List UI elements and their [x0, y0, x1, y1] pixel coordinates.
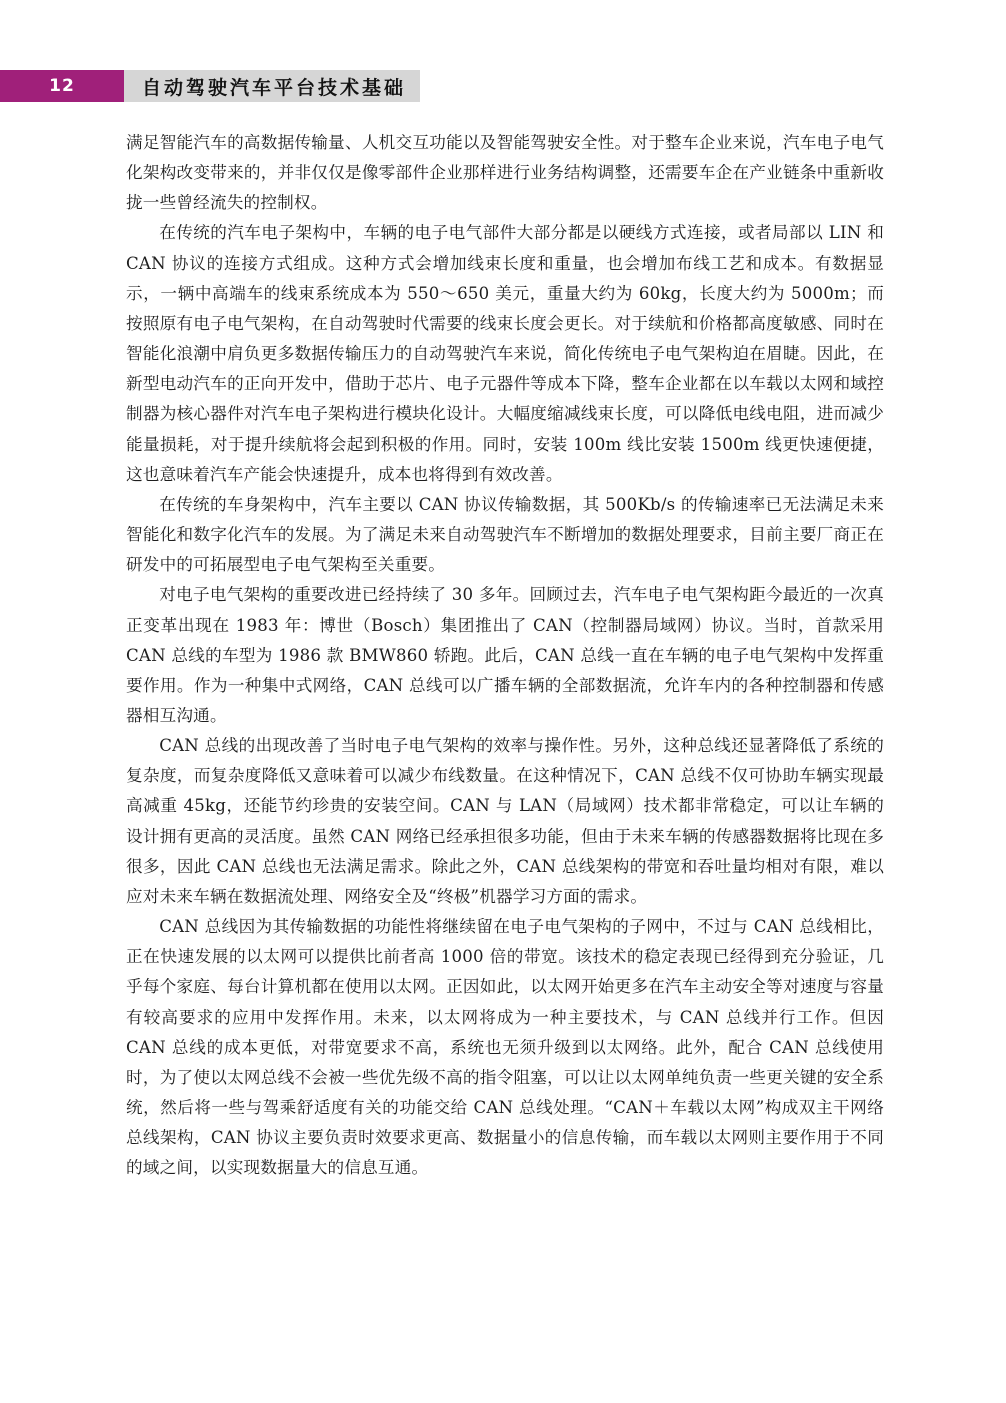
paragraph-5: CAN 总线的出现改善了当时电子电气架构的效率与操作性。另外，这种总线还显著降低了系统的复杂度，而复杂度降低又意味着可以减少布线数量。在这种情况下，CAN 总线不仅可协助车辆实现最高减重 45kg，还能节约珍贵的安装空间。CAN 与 LAN（局域网）技术都非常稳定，可以让车辆的设计拥有更高的灵活度。虽然 CAN 网络已经承担很多功能，但由于未来车辆的传感器数据将比现在多很多，因此 CAN 总线也无法满足需求。除此之外，CAN 总线架构的带宽和吞吐量均相对有限，难以应对未来车辆在数据流处理、网络安全及“终极”机器学习方面的需求。: [126, 736, 884, 906]
paragraph-2: 在传统的汽车电子架构中，车辆的电子电气部件大部分都是以硬线方式连接，或者局部以 LIN 和 CAN 协议的连接方式组成。这种方式会增加线束长度和重量，也会增加布线工艺和成本。有数据显示，一辆中高端车的线束系统成本为 550～650 美元，重量大约为 60kg，长度大约为 5000m；而按照原有电子电气架构，在自动驾驶时代需要的线束长度会更长。对于续航和价格都高度敏感、同时在智能化浪潮中肩负更多数据传输压力的自动驾驶汽车来说，简化传统电子电气架构迫在眉睫。因此，在新型电动汽车的正向开发中，借助于芯片、电子元器件等成本下降，整车企业都在以车载以太网和域控制器为核心器件对汽车电子架构进行模块化设计。大幅度缩减线束长度，可以降低电线电阻，进而减少能量损耗，对于提升续航将会起到积极的作用。同时，安装 100m 线比安装 1500m 线更快速便捷，这也意味着汽车产能会快速提升，成本也将得到有效改善。: [126, 223, 884, 484]
page-number-box: [0, 70, 124, 102]
page-header: [0, 70, 1006, 102]
paragraph-1: 满足智能汽车的高数据传输量、人机交互功能以及智能驾驶安全性。对于整车企业来说，汽车电子电气化架构改变带来的，并非仅仅是像零部件企业那样进行业务结构调整，还需要车企在产业链条中重新收拢一些曾经流失的控制权。: [126, 133, 884, 213]
paragraph-6: CAN 总线因为其传输数据的功能性将继续留在电子电气架构的子网中，不过与 CAN 总线相比，正在快速发展的以太网可以提供比前者高 1000 倍的带宽。该技术的稳定表现已经得到充分验证，几乎每个家庭、每台计算机都在使用以太网。正因如此，以太网开始更多在汽车主动安全等对速度与容量有较高要求的应用中发挥作用。未来，以太网将成为一种主要技术，与 CAN 总线并行工作。但因 CAN 总线的成本更低，对带宽要求不高，系统也无须升级到以太网络。此外，配合 CAN 总线使用时，为了使以太网总线不会被一些优先级不高的指令阻塞，可以让以太网单纯负责一些更关键的安全系统，然后将一些与驾乘舒适度有关的功能交给 CAN 总线处理。“CAN＋车载以太网”构成双主干网络总线架构，CAN 协议主要负责时效要求更高、数据量小的信息传输，而车载以太网则主要作用于不同的域之间，以实现数据量大的信息互通。: [126, 917, 884, 1178]
running-title-band: [124, 70, 420, 102]
paragraph-3: 在传统的车身架构中，汽车主要以 CAN 协议传输数据，其 500Kb/s 的传输速率已无法满足未来智能化和数字化汽车的发展。为了满足未来自动驾驶汽车不断增加的数据处理要求，目前主要厂商正在研发中的可拓展型电子电气架构至关重要。: [126, 494, 884, 575]
paragraph-4: 对电子电气架构的重要改进已经持续了 30 多年。回顾过去，汽车电子电气架构距今最近的一次真正变革出现在 1983 年：博世（Bosch）集团推出了 CAN（控制器局域网）协议。当时，首款采用 CAN 总线的车型为 1986 款 BMW860 轿跑。此后，CAN 总线一直在车辆的电子电气架构中发挥重要作用。作为一种集中式网络，CAN 总线可以广播车辆的全部数据流，允许车内的各种控制器和传感器相互沟通。: [126, 585, 884, 725]
page-number: 12: [49, 76, 75, 96]
body-text: [126, 128, 884, 1183]
book-title: 自动驾驶汽车平台技术基础: [142, 76, 407, 99]
